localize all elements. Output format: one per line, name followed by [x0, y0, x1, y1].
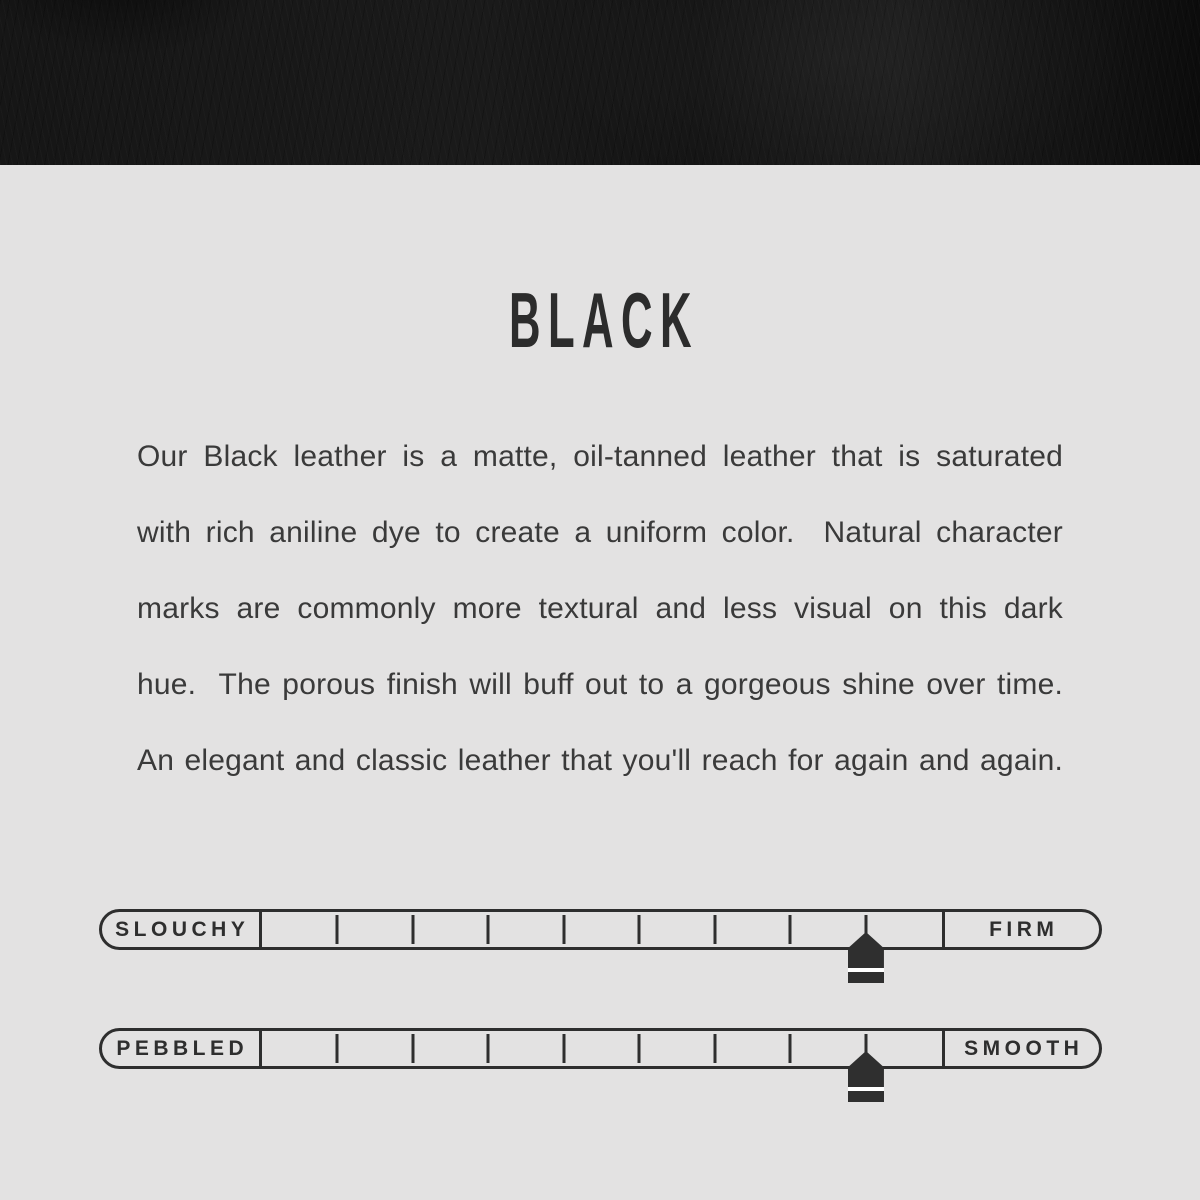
scale-tick [411, 1034, 414, 1063]
scale-tick [411, 915, 414, 944]
drape-scale-track [259, 912, 945, 947]
drape-scale [99, 909, 1102, 950]
texture-position-marker [848, 1051, 884, 1102]
marker-arrow-icon [848, 932, 884, 968]
scale-tick [789, 915, 792, 944]
texture-scale-right-section [945, 1031, 1099, 1066]
title-block [0, 265, 1200, 375]
scale-tick [562, 915, 565, 944]
texture-left-label: PEBBLED [116, 1036, 249, 1060]
drape-scale-wrap [0, 909, 1200, 950]
description-paragraph [137, 419, 1063, 799]
drape-position-marker [848, 932, 884, 983]
marker-base [848, 972, 884, 983]
leather-swatch-image [0, 0, 1200, 165]
drape-right-label: FIRM [989, 917, 1059, 941]
description-line: hue. The porous finish will buff out to a gorgeous shine over time. [137, 668, 1063, 701]
description-line: marks are commonly more textural and less visual on this dark [137, 592, 1063, 625]
scale-tick [336, 1034, 339, 1063]
scale-tick [562, 1034, 565, 1063]
texture-scale-left-section [102, 1031, 259, 1066]
texture-scale-wrap [0, 1028, 1200, 1069]
scale-tick [713, 915, 716, 944]
drape-left-label: SLOUCHY [115, 917, 250, 941]
scale-tick [638, 1034, 641, 1063]
scale-tick [638, 915, 641, 944]
scale-tick [713, 1034, 716, 1063]
scale-tick [789, 1034, 792, 1063]
scale-tick [487, 1034, 490, 1063]
scale-tick [336, 915, 339, 944]
description-line: with rich aniline dye to create a uniform color. Natural character [137, 516, 1063, 549]
drape-scale-left-section [102, 912, 259, 947]
texture-scale-track [259, 1031, 945, 1066]
description-line: An elegant and classic leather that you'll reach for again and again. [137, 744, 1063, 777]
marker-arrow-icon [848, 1051, 884, 1087]
drape-scale-right-section [945, 912, 1099, 947]
description-line: Our Black leather is a matte, oil-tanned leather that is saturated [137, 440, 1063, 473]
marker-base [848, 1091, 884, 1102]
texture-scale [99, 1028, 1102, 1069]
page-title: BLACK [508, 275, 699, 364]
texture-right-label: SMOOTH [964, 1036, 1084, 1060]
scale-tick [487, 915, 490, 944]
